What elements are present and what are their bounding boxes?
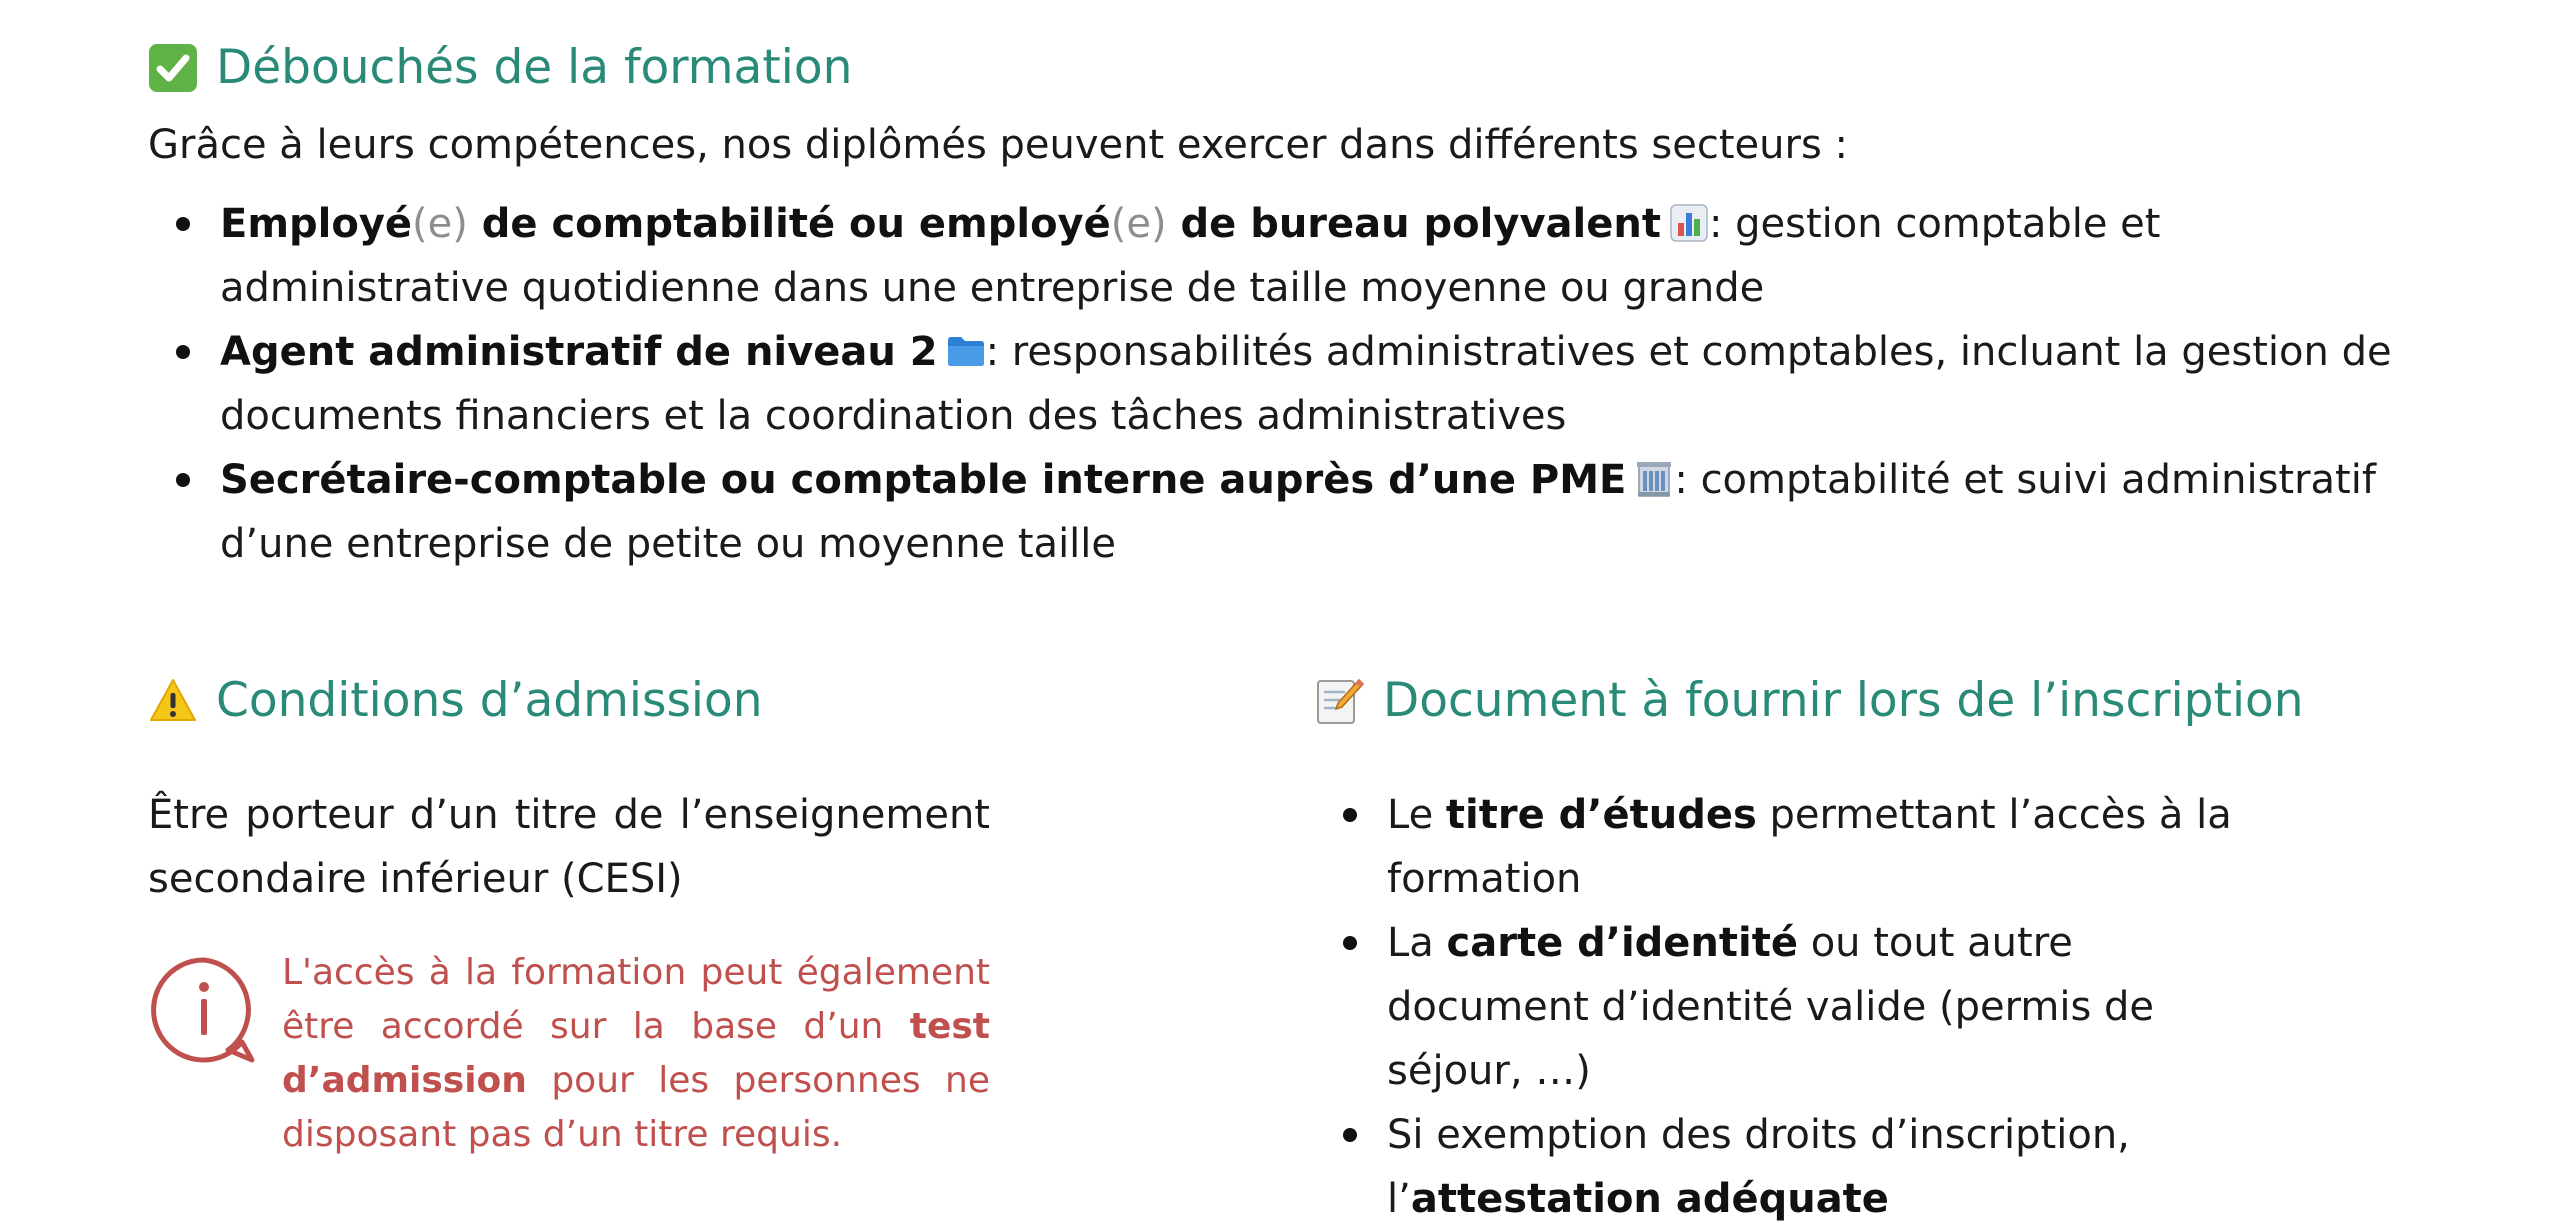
admission-heading <box>148 673 763 728</box>
bullet <box>176 217 190 231</box>
job-title-part: de comptabilité ou employé <box>467 201 1111 247</box>
info-callout <box>148 946 990 1162</box>
job-description: : comptabilité et suivi administratif d’une entreprise de petite ou moyenne taille <box>220 457 2376 567</box>
job-title-part: de bureau polyvalent <box>1166 201 1661 247</box>
list-item <box>148 192 2418 320</box>
bullet <box>1343 936 1357 950</box>
info-text-part: L'accès à la formation peut également être accordé sur la base d’un <box>282 952 990 1047</box>
bullet <box>1343 808 1357 822</box>
debouches-title-text: Débouchés de la formation <box>216 40 853 95</box>
document-heading <box>1315 673 2304 728</box>
bullet <box>176 345 190 359</box>
bullet <box>1343 1128 1357 1142</box>
document-text: permettant l’accès à la formation <box>1387 792 2232 902</box>
check-mark-icon <box>148 43 198 93</box>
gender-suffix: (e) <box>412 201 468 247</box>
document-name: carte d’identité <box>1446 920 1798 966</box>
debouches-list <box>148 192 2418 576</box>
info-text-bold: test d’admission <box>282 1006 990 1101</box>
info-speech-bubble-icon <box>148 954 260 1066</box>
job-description: : responsabilités administratives et comptables, incluant la gestion de documents financiers et la coordination des tâches administratives <box>220 329 2392 439</box>
list-item <box>1315 911 2275 1103</box>
list-item <box>1315 1103 2275 1231</box>
debouches-heading <box>148 40 852 95</box>
job-description: : gestion comptable et administrative quotidienne dans une entreprise de taille moyenne ou grande <box>220 201 2161 311</box>
document-title-text: Document à fournir lors de l’inscription <box>1383 673 2304 728</box>
document-text: La <box>1387 920 1447 966</box>
admission-requirement: Être porteur d’un titre de l’enseignement secondaire inférieur (CESI) <box>148 792 990 902</box>
warning-icon <box>148 676 198 726</box>
document-text: Le <box>1387 792 1446 838</box>
debouches-intro: Grâce à leurs compétences, nos diplômés peuvent exercer dans différents secteurs : <box>148 122 1848 168</box>
info-text <box>282 946 990 1162</box>
list-item <box>148 448 2418 576</box>
document-text: ou tout autre document d’identité valide (permis de séjour, …) <box>1387 920 2155 1094</box>
bar-chart-icon <box>1669 198 1709 238</box>
office-building-icon <box>1634 454 1674 494</box>
bullet <box>176 473 190 487</box>
admission-title-text: Conditions d’admission <box>216 673 763 728</box>
job-title: Secrétaire-comptable ou comptable interne auprès d’une PME <box>220 457 1627 503</box>
job-title: Agent administratif de niveau 2 <box>220 329 938 375</box>
folder-icon <box>946 326 986 366</box>
document-name: titre d’études <box>1445 792 1757 838</box>
memo-icon <box>1315 676 1365 726</box>
list-item <box>1315 783 2275 911</box>
list-item <box>148 320 2418 448</box>
document-text: Si exemption des droits d’inscription, l’ <box>1387 1112 2130 1222</box>
job-title-part: Employé <box>220 201 413 247</box>
info-text-part: pour les personnes ne disposant pas d’un titre requis. <box>282 1060 990 1155</box>
gender-suffix: (e) <box>1110 201 1167 247</box>
document-list <box>1315 783 2275 1231</box>
document-name: attestation adéquate <box>1410 1176 1889 1222</box>
